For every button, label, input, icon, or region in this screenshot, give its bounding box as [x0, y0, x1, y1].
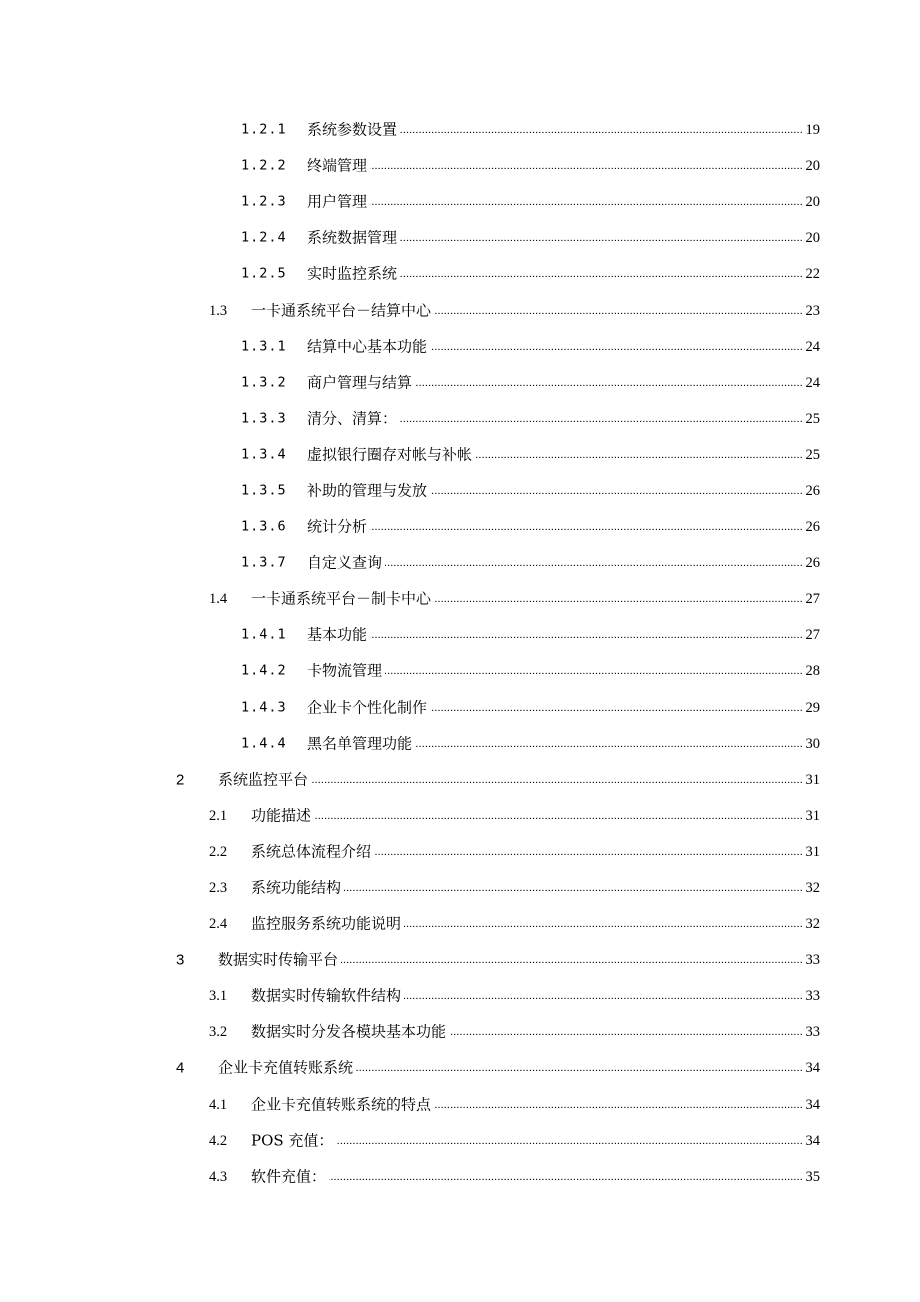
toc-entry[interactable]: [0, 256, 920, 292]
toc-entry[interactable]: [0, 509, 920, 545]
toc-entry[interactable]: [0, 329, 920, 365]
toc-entry-title: 商户管理与结算: [307, 373, 413, 392]
toc-dot-leader: [385, 664, 803, 678]
toc-entry[interactable]: [0, 184, 920, 220]
toc-entry-title: 用户管理: [307, 192, 368, 211]
toc-entry-page-number: 27: [805, 591, 820, 608]
toc-entry[interactable]: [0, 292, 920, 328]
toc-entry[interactable]: [0, 762, 920, 798]
toc-entry-title: 企业卡充值转账系统: [218, 1058, 354, 1077]
toc-entry[interactable]: [0, 112, 920, 148]
toc-entry-number: 2.2: [209, 843, 228, 860]
toc-dot-leader: [430, 484, 803, 498]
toc-dot-leader: [374, 845, 803, 859]
toc-entry[interactable]: [0, 726, 920, 762]
toc-entry-number: 1.2.3: [241, 193, 287, 210]
toc-entry-page-number: 24: [805, 374, 820, 391]
toc-dot-leader: [415, 376, 803, 390]
toc-entry-number: 2.3: [209, 879, 228, 896]
toc-dot-leader: [370, 628, 803, 642]
toc-entry[interactable]: [0, 653, 920, 689]
toc-entry-number: 1.4.3: [241, 698, 287, 715]
toc-entry-page-number: 19: [805, 121, 820, 138]
toc-dot-leader: [404, 917, 803, 931]
toc-dot-leader: [341, 953, 803, 967]
toc-entry-title: 结算中心基本功能: [307, 337, 428, 356]
toc-entry-title: 黑名单管理功能: [307, 734, 413, 753]
toc-entry-number: 1.3.3: [241, 410, 287, 427]
toc-dot-leader: [311, 773, 803, 787]
toc-entry-number: 3: [176, 951, 185, 969]
toc-entry[interactable]: [0, 1014, 920, 1050]
toc-dot-leader: [434, 1098, 803, 1112]
toc-entry-title: 补助的管理与发放: [307, 481, 428, 500]
toc-entry-page-number: 26: [805, 518, 820, 535]
toc-entry-page-number: 31: [805, 771, 820, 788]
toc-entry-title: 功能描述: [251, 806, 312, 825]
toc-entry[interactable]: [0, 1159, 920, 1195]
toc-entry-page-number: 28: [805, 663, 820, 680]
toc-dot-leader: [415, 737, 803, 751]
toc-entry-title: 虚拟银行圈存对帐与补帐: [307, 445, 473, 464]
toc-dot-leader: [400, 123, 803, 137]
toc-entry-title: 企业卡充值转账系统的特点: [251, 1095, 432, 1114]
toc-dot-leader: [336, 1134, 803, 1148]
toc-entry[interactable]: [0, 870, 920, 906]
toc-entry-page-number: 25: [805, 410, 820, 427]
toc-entry-title: 数据实时传输软件结构: [251, 986, 402, 1005]
toc-entry-number: 1.4: [209, 591, 228, 608]
toc-entry-title: 监控服务系统功能说明: [251, 914, 402, 933]
toc-entry-page-number: 34: [805, 1060, 820, 1077]
toc-dot-leader: [400, 231, 803, 245]
toc-entry-number: 2.1: [209, 807, 228, 824]
toc-entry-title: POS 充值：: [251, 1131, 334, 1150]
toc-entry[interactable]: [0, 401, 920, 437]
toc-entry-title: 基本功能: [307, 625, 368, 644]
toc-dot-leader: [475, 448, 803, 462]
toc-entry[interactable]: [0, 617, 920, 653]
toc-entry-page-number: 25: [805, 446, 820, 463]
toc-entry-title: 系统参数设置: [307, 120, 398, 139]
toc-entry-title: 数据实时传输平台: [218, 950, 339, 969]
toc-dot-leader: [314, 809, 803, 823]
toc-entry-page-number: 33: [805, 1024, 820, 1041]
toc-dot-leader: [370, 195, 803, 209]
toc-entry-page-number: 26: [805, 554, 820, 571]
toc-entry[interactable]: [0, 148, 920, 184]
toc-entry-page-number: 20: [805, 157, 820, 174]
toc-entry-number: 1.3.4: [241, 446, 287, 463]
toc-entry-title: 清分、清算：: [307, 409, 398, 428]
toc-entry-title: 卡物流管理: [307, 661, 383, 680]
toc-dot-leader: [356, 1061, 803, 1075]
toc-entry-title: 企业卡个性化制作: [307, 698, 428, 717]
toc-entry-number: 1.3: [209, 302, 228, 319]
toc-entry-number: 1.2.1: [241, 121, 287, 138]
toc-entry-title: 自定义查询: [307, 553, 383, 572]
toc-entry-number: 1.4.1: [241, 626, 287, 643]
toc-dot-leader: [400, 412, 803, 426]
toc-dot-leader: [344, 881, 803, 895]
toc-entry-number: 1.3.2: [241, 373, 287, 390]
toc-entry-title: 系统数据管理: [307, 228, 398, 247]
toc-entry[interactable]: [0, 1123, 920, 1159]
toc-entry[interactable]: [0, 581, 920, 617]
toc-entry-number: 1.3.1: [241, 337, 287, 354]
toc-dot-leader: [370, 159, 803, 173]
toc-entry-number: 4.1: [209, 1096, 228, 1113]
toc-entry-title: 系统总体流程介绍: [251, 842, 372, 861]
toc-entry[interactable]: [0, 437, 920, 473]
toc-entry-number: 1.2.4: [241, 229, 287, 246]
toc-entry-page-number: 20: [805, 230, 820, 247]
toc-entry[interactable]: [0, 365, 920, 401]
toc-dot-leader: [404, 989, 803, 1003]
toc-entry-title: 系统监控平台: [218, 770, 309, 789]
toc-entry-page-number: 22: [805, 266, 820, 283]
toc-entry-title: 统计分析: [307, 517, 368, 536]
toc-entry-page-number: 33: [805, 951, 820, 968]
toc-entry-page-number: 31: [805, 843, 820, 860]
toc-entry-title: 一卡通系统平台－结算中心: [251, 301, 432, 320]
toc-dot-leader: [385, 556, 803, 570]
toc-entry[interactable]: [0, 1087, 920, 1123]
table-of-contents: [0, 112, 920, 1195]
toc-entry-number: 1.4.2: [241, 662, 287, 679]
toc-entry-title: 数据实时分发各模块基本功能: [251, 1022, 447, 1041]
toc-dot-leader: [370, 520, 803, 534]
toc-entry-page-number: 27: [805, 627, 820, 644]
toc-entry-page-number: 34: [805, 1132, 820, 1149]
toc-entry[interactable]: [0, 220, 920, 256]
toc-entry-title: 一卡通系统平台－制卡中心: [251, 589, 432, 608]
toc-entry-page-number: 30: [805, 735, 820, 752]
toc-entry-title: 软件充值：: [251, 1167, 327, 1186]
toc-dot-leader: [329, 1170, 803, 1184]
toc-entry-page-number: 32: [805, 915, 820, 932]
toc-entry-page-number: 32: [805, 879, 820, 896]
toc-entry-number: 1.3.7: [241, 554, 287, 571]
toc-entry[interactable]: [0, 798, 920, 834]
toc-entry[interactable]: [0, 834, 920, 870]
toc-entry[interactable]: [0, 978, 920, 1014]
toc-dot-leader: [449, 1025, 803, 1039]
toc-entry-page-number: 31: [805, 807, 820, 824]
toc-entry[interactable]: [0, 942, 920, 978]
toc-entry-page-number: 29: [805, 699, 820, 716]
toc-entry-number: 3.1: [209, 988, 228, 1005]
toc-entry-title: 系统功能结构: [251, 878, 342, 897]
toc-entry-page-number: 33: [805, 988, 820, 1005]
toc-dot-leader: [400, 267, 803, 281]
toc-entry-page-number: 23: [805, 302, 820, 319]
toc-entry-number: 2.4: [209, 915, 228, 932]
toc-entry[interactable]: [0, 545, 920, 581]
toc-entry-number: 1.3.6: [241, 518, 287, 535]
toc-dot-leader: [430, 701, 803, 715]
toc-entry-page-number: 24: [805, 338, 820, 355]
toc-entry-page-number: 26: [805, 482, 820, 499]
toc-entry-number: 4.3: [209, 1168, 228, 1185]
toc-entry-number: 1.3.5: [241, 482, 287, 499]
toc-entry-title: 实时监控系统: [307, 264, 398, 283]
toc-entry-page-number: 34: [805, 1096, 820, 1113]
toc-entry-number: 1.2.5: [241, 265, 287, 282]
toc-entry-number: 4: [176, 1059, 185, 1077]
toc-entry[interactable]: [0, 473, 920, 509]
toc-dot-leader: [434, 592, 803, 606]
toc-entry-page-number: 35: [805, 1168, 820, 1185]
toc-entry-number: 1.4.4: [241, 734, 287, 751]
toc-entry-title: 终端管理: [307, 156, 368, 175]
toc-entry[interactable]: [0, 690, 920, 726]
toc-entry-page-number: 20: [805, 193, 820, 210]
toc-entry-number: 4.2: [209, 1132, 228, 1149]
toc-entry-number: 3.2: [209, 1024, 228, 1041]
toc-entry-number: 1.2.2: [241, 157, 287, 174]
toc-dot-leader: [430, 340, 803, 354]
toc-entry[interactable]: [0, 906, 920, 942]
toc-entry-number: 2: [176, 771, 185, 789]
toc-dot-leader: [434, 304, 803, 318]
toc-entry[interactable]: [0, 1050, 920, 1086]
